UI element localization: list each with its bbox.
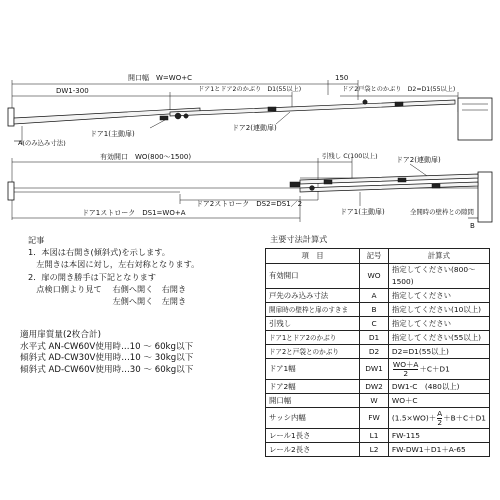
top-plan-view [8,73,492,147]
cell-formula: WO＋C [388,394,489,408]
table-row [266,264,490,289]
d1-overlap-label: ドア1とドア2のかぶり D1(55以上) [198,86,302,93]
door1-main-label-top: ドア1(主動扉) [90,130,135,138]
notes-heading: 記事 [28,235,45,245]
header-item: 項 目 [266,249,360,264]
d2-overlap-label: ドア2戸袋とのかぶり D2=D1(55以上) [342,86,456,93]
fraction-denominator: 2 [403,368,409,378]
cell-formula: 指定してください [388,317,489,331]
table-row [266,408,490,429]
door2-sub-label-bottom: ドア2(連動扉) [396,156,441,164]
a-label: A(のみ込み寸法) [18,139,66,147]
right-wall-bottom [478,172,492,222]
table-body [266,264,490,457]
cell-item: 有効開口 [266,264,360,289]
dimension-formula-table [265,248,490,457]
left-frame-bottom [8,182,14,200]
cell-symbol: B [360,303,389,317]
cell-item: 開口幅 [266,394,360,408]
table-row [266,429,490,443]
formula-fraction [437,410,442,427]
cell-symbol: D2 [360,345,389,359]
header-symbol: 記号 [360,249,389,264]
cell-symbol: DW2 [360,380,389,394]
cell-symbol: W [360,394,389,408]
note-line-4: 点検口側より見て 右側へ開く 右開き [28,283,187,294]
weight-title: 適用扉質量(2枚合計) [20,330,101,340]
formula-prefix: (1.5×WO)＋ [391,413,437,422]
cell-formula: 指定してください(800～1500) [388,264,489,289]
bottom-plan-view [8,151,492,230]
cell-item: 引残し [266,317,360,331]
table-row [266,303,490,317]
fraction-denominator: 2 [437,417,443,427]
cell-symbol: DW1 [360,359,389,380]
table-title: 主要寸法計算式 [270,234,328,244]
door2-top [170,100,455,116]
formula-suffix: ＋C＋D1 [419,364,450,373]
cell-item: ドア1幅 [266,359,360,380]
cell-formula: 指定してください(10以上) [388,303,489,317]
cell-symbol: WO [360,264,389,289]
note-line-5: 左側へ開く 左開き [28,296,187,307]
cell-item: ドア2と戸袋とのかぶり [266,345,360,359]
weight-row-3: 傾斜式 AD-CW60V使用時…30 ～ 60kg以下 [20,364,194,375]
cell-symbol: L1 [360,429,389,443]
note-line-1: 1．本図は右開き(傾斜式)を示します。 [28,247,170,258]
cell-formula: D2=D1(55以上) [388,345,489,359]
cell-item: 開扉時の壁枠と扉のすきま [266,303,360,317]
table-row [266,394,490,408]
cell-symbol: A [360,289,389,303]
door-plan-drawing [0,0,500,240]
cell-item: レール2長さ [266,443,360,457]
dim-150-label: 150 [335,74,349,82]
door2-sub-label-top: ドア2(連動扉) [232,124,277,132]
pull-margin-label: 引残し C(100以上) [322,152,378,160]
cell-item: 戸先のみ込み寸法 [266,289,360,303]
door2-stroke-label: ドア2ストローク DS2=DS1／2 [196,200,303,208]
table-row [266,359,490,380]
fraction-numerator: A [437,408,443,418]
cell-formula: 指定してください [388,289,489,303]
cell-symbol: C [360,317,389,331]
cell-formula: FW-DW1＋D1＋A-65 [388,443,489,457]
b-label: B [470,222,475,230]
fraction-numerator: WO＋A [392,359,419,369]
cell-symbol: L2 [360,443,389,457]
formula-suffix: ＋B＋C＋D1 [443,413,486,422]
cell-symbol: D1 [360,331,389,345]
note-line-3: 2．扉の開き勝手は下記となります [28,271,157,282]
door-weight-section [20,330,260,376]
table-header-row [266,249,490,264]
note-line-2: 左開きは本図に対し，左右対称となります。 [28,259,200,270]
right-wall [458,98,492,140]
cell-formula: 指定してください(55以上) [388,331,489,345]
door1-main-label-bottom: ドア1(主動扉) [340,208,385,216]
formula-fraction [393,361,419,378]
weight-row-1: 水平式 AN-CW60V使用時…10 ～ 60kg以下 [20,341,194,352]
effective-opening-label: 有効開口 WO(800～1500) [100,153,192,161]
full-open-gap-label: 全開時の壁枠との隙間 [410,208,474,216]
table-row [266,345,490,359]
cell-formula [388,408,489,429]
opening-width-label: 開口幅 W=WO+C [128,74,192,82]
cell-symbol: FW [360,408,389,429]
table-row [266,289,490,303]
door1-stroke-label: ドア1ストローク DS1=WO+A [82,209,186,217]
table-row [266,380,490,394]
notes-section [28,234,258,307]
table-row [266,317,490,331]
weight-row-2: 傾斜式 AD-CW30V使用時…10 ～ 30kg以下 [20,353,194,363]
table-row [266,443,490,457]
left-frame [8,108,14,126]
table-row [266,331,490,345]
cell-formula [388,359,489,380]
dw1-300-label: DW1-300 [56,87,89,95]
cell-item: サッシ内幅 [266,408,360,429]
cell-item: ドア1とドア2のかぶり [266,331,360,345]
cell-item: ドア2幅 [266,380,360,394]
cell-formula: FW-115 [388,429,489,443]
cell-formula: DW1-C (480以上) [388,380,489,394]
header-formula: 計算式 [388,249,489,264]
cell-item: レール1長さ [266,429,360,443]
